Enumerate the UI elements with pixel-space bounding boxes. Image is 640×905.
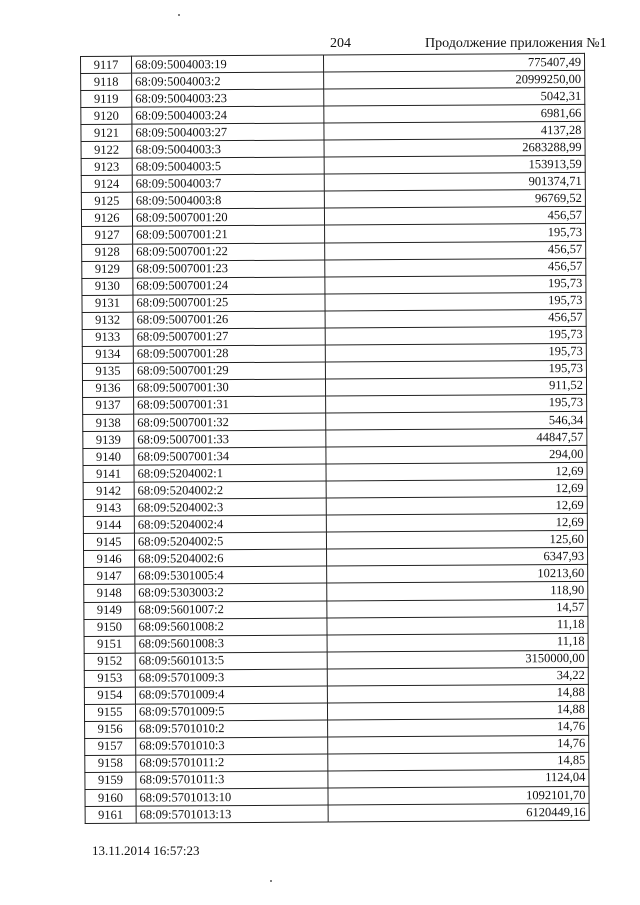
row-number: 9142 (83, 482, 134, 499)
cadastral-number: 68:09:5004003:3 (132, 140, 324, 158)
cadastral-number: 68:09:5007001:22 (133, 243, 325, 261)
row-number: 9123 (81, 158, 132, 175)
cadastral-value: 6981,66 (324, 105, 585, 124)
row-number: 9159 (85, 772, 136, 789)
row-number: 9133 (82, 329, 133, 346)
row-number: 9136 (82, 380, 133, 397)
row-number: 9154 (84, 687, 135, 704)
cadastral-value: 5042,31 (324, 88, 585, 107)
scan-speck (270, 880, 272, 882)
cadastral-value: 456,57 (325, 309, 586, 328)
cadastral-value: 12,69 (326, 514, 587, 533)
cadastral-value: 911,52 (325, 377, 586, 396)
cadastral-value: 44847,57 (326, 428, 587, 447)
cadastral-value: 14,57 (327, 599, 588, 618)
cadastral-number: 68:09:5204002:1 (134, 464, 326, 482)
cadastral-number: 68:09:5007001:28 (133, 345, 325, 363)
table-row (85, 803, 589, 823)
cadastral-value: 12,69 (326, 480, 587, 499)
row-number: 9140 (83, 448, 134, 465)
cadastral-value: 3150000,00 (327, 650, 588, 669)
cadastral-number: 68:09:5601008:3 (135, 635, 327, 653)
row-number: 9126 (81, 210, 132, 227)
cadastral-value: 12,69 (326, 463, 587, 482)
cadastral-value: 775407,49 (323, 53, 584, 72)
cadastral-number: 68:09:5004003:23 (132, 89, 324, 107)
row-number: 9124 (81, 176, 132, 193)
cadastral-number: 68:09:5004003:8 (132, 191, 324, 209)
cadastral-value: 20999250,00 (324, 70, 585, 89)
cadastral-value: 6120449,16 (328, 803, 589, 822)
cadastral-number: 68:09:5004003:7 (132, 174, 324, 192)
cadastral-number: 68:09:5204002:4 (134, 515, 326, 533)
cadastral-value: 34,22 (327, 667, 588, 686)
row-number: 9118 (81, 73, 132, 90)
cadastral-value: 4137,28 (324, 122, 585, 141)
cadastral-number: 68:09:5701011:2 (136, 754, 328, 772)
cadastral-value: 14,76 (328, 735, 589, 754)
cadastral-value: 1124,04 (328, 769, 589, 788)
row-number: 9134 (82, 346, 133, 363)
row-number: 9128 (82, 244, 133, 261)
row-number: 9149 (84, 602, 135, 619)
cadastral-number: 68:09:5004003:2 (132, 72, 324, 90)
cadastral-number: 68:09:5301005:4 (135, 566, 327, 584)
cadastral-number: 68:09:5701011:3 (136, 771, 328, 789)
row-number: 9117 (81, 56, 132, 73)
row-number: 9151 (84, 636, 135, 653)
cadastral-number: 68:09:5701013:13 (136, 805, 328, 823)
cadastral-value: 10213,60 (327, 565, 588, 584)
row-number: 9150 (84, 619, 135, 636)
row-number: 9148 (84, 585, 135, 602)
row-number: 9127 (82, 227, 133, 244)
cadastral-number: 68:09:5007001:32 (134, 413, 326, 431)
row-number: 9141 (83, 465, 134, 482)
cadastral-number: 68:09:5007001:29 (133, 362, 325, 380)
cadastral-value: 12,69 (326, 497, 587, 516)
row-number: 9147 (84, 568, 135, 585)
cadastral-number: 68:09:5303003:2 (135, 583, 327, 601)
cadastral-value: 456,57 (325, 258, 586, 277)
cadastral-value: 456,57 (324, 207, 585, 226)
row-number: 9143 (83, 499, 134, 516)
cadastral-number: 68:09:5601013:5 (135, 652, 327, 670)
cadastral-value: 14,88 (327, 684, 588, 703)
cadastral-number: 68:09:5004003:19 (132, 55, 324, 73)
cadastral-value: 195,73 (326, 394, 587, 413)
cadastral-number: 68:09:5204002:6 (135, 549, 327, 567)
print-date: 13.11.2014 16:57:23 (92, 843, 200, 858)
row-number: 9160 (85, 789, 136, 806)
cadastral-value: 546,34 (326, 411, 587, 430)
cadastral-value: 195,73 (325, 224, 586, 243)
cadastral-value: 96769,52 (324, 190, 585, 209)
cadastral-number: 68:09:5701009:5 (135, 703, 327, 721)
row-number: 9130 (82, 278, 133, 295)
row-number: 9119 (81, 90, 132, 107)
cadastral-number: 68:09:5701013:10 (136, 788, 328, 806)
row-number: 9122 (81, 141, 132, 158)
cadastral-value: 195,73 (325, 326, 586, 345)
cadastral-value: 14,76 (328, 718, 589, 737)
row-number: 9131 (82, 295, 133, 312)
appendix-title: Продолжение приложения №1 (425, 36, 607, 51)
row-number: 9129 (82, 261, 133, 278)
row-number: 9137 (83, 397, 134, 414)
row-number: 9125 (81, 193, 132, 210)
cadastral-value: 153913,59 (324, 156, 585, 175)
cadastral-value: 195,73 (325, 360, 586, 379)
cadastral-value: 11,18 (327, 633, 588, 652)
cadastral-value: 14,85 (328, 752, 589, 771)
cadastral-value: 1092101,70 (328, 786, 589, 805)
cadastral-number: 68:09:5007001:31 (134, 396, 326, 414)
cadastral-number: 68:09:5701010:3 (136, 737, 328, 755)
cadastral-number: 68:09:5007001:20 (132, 208, 324, 226)
page-number: 204 (330, 36, 351, 51)
cadastral-value: 195,73 (325, 275, 586, 294)
row-number: 9153 (84, 670, 135, 687)
cadastral-value-table (80, 53, 590, 824)
row-number: 9156 (85, 721, 136, 738)
cadastral-number: 68:09:5601008:2 (135, 618, 327, 636)
cadastral-number: 68:09:5601007:2 (135, 601, 327, 619)
cadastral-number: 68:09:5204002:3 (134, 498, 326, 516)
cadastral-value: 14,88 (327, 701, 588, 720)
row-number: 9132 (82, 312, 133, 329)
cadastral-number: 68:09:5007001:33 (134, 430, 326, 448)
row-number: 9152 (84, 653, 135, 670)
cadastral-value: 456,57 (325, 241, 586, 260)
cadastral-number: 68:09:5007001:34 (134, 447, 326, 465)
cadastral-value: 195,73 (325, 292, 586, 311)
cadastral-value: 2683288,99 (324, 139, 585, 158)
cadastral-value: 118,90 (327, 582, 588, 601)
cadastral-number: 68:09:5204002:2 (134, 481, 326, 499)
scan-speck (178, 14, 180, 16)
cadastral-value: 11,18 (327, 616, 588, 635)
cadastral-value: 294,00 (326, 445, 587, 464)
cadastral-value: 125,60 (326, 531, 587, 550)
cadastral-number: 68:09:5204002:5 (134, 532, 326, 550)
row-number: 9138 (83, 414, 134, 431)
table-body (81, 53, 590, 823)
cadastral-number: 68:09:5701010:2 (136, 720, 328, 738)
cadastral-number: 68:09:5004003:27 (132, 123, 324, 141)
row-number: 9161 (85, 806, 136, 823)
cadastral-value: 6347,93 (327, 548, 588, 567)
cadastral-number: 68:09:5007001:21 (133, 225, 325, 243)
cadastral-value: 195,73 (325, 343, 586, 362)
row-number: 9155 (84, 704, 135, 721)
row-number: 9157 (85, 738, 136, 755)
cadastral-number: 68:09:5007001:24 (133, 277, 325, 295)
row-number: 9121 (81, 124, 132, 141)
cadastral-value: 901374,71 (324, 173, 585, 192)
row-number: 9120 (81, 107, 132, 124)
cadastral-number: 68:09:5701009:3 (135, 669, 327, 687)
row-number: 9145 (83, 533, 134, 550)
row-number: 9135 (82, 363, 133, 380)
cadastral-number: 68:09:5007001:30 (133, 379, 325, 397)
cadastral-number: 68:09:5007001:23 (133, 260, 325, 278)
row-number: 9158 (85, 755, 136, 772)
cadastral-number: 68:09:5007001:25 (133, 294, 325, 312)
cadastral-number: 68:09:5007001:27 (133, 328, 325, 346)
row-number: 9146 (84, 551, 135, 568)
cadastral-number: 68:09:5701009:4 (135, 686, 327, 704)
row-number: 9139 (83, 431, 134, 448)
row-number: 9144 (83, 516, 134, 533)
cadastral-number: 68:09:5007001:26 (133, 311, 325, 329)
cadastral-number: 68:09:5004003:24 (132, 106, 324, 124)
cadastral-number: 68:09:5004003:5 (132, 157, 324, 175)
